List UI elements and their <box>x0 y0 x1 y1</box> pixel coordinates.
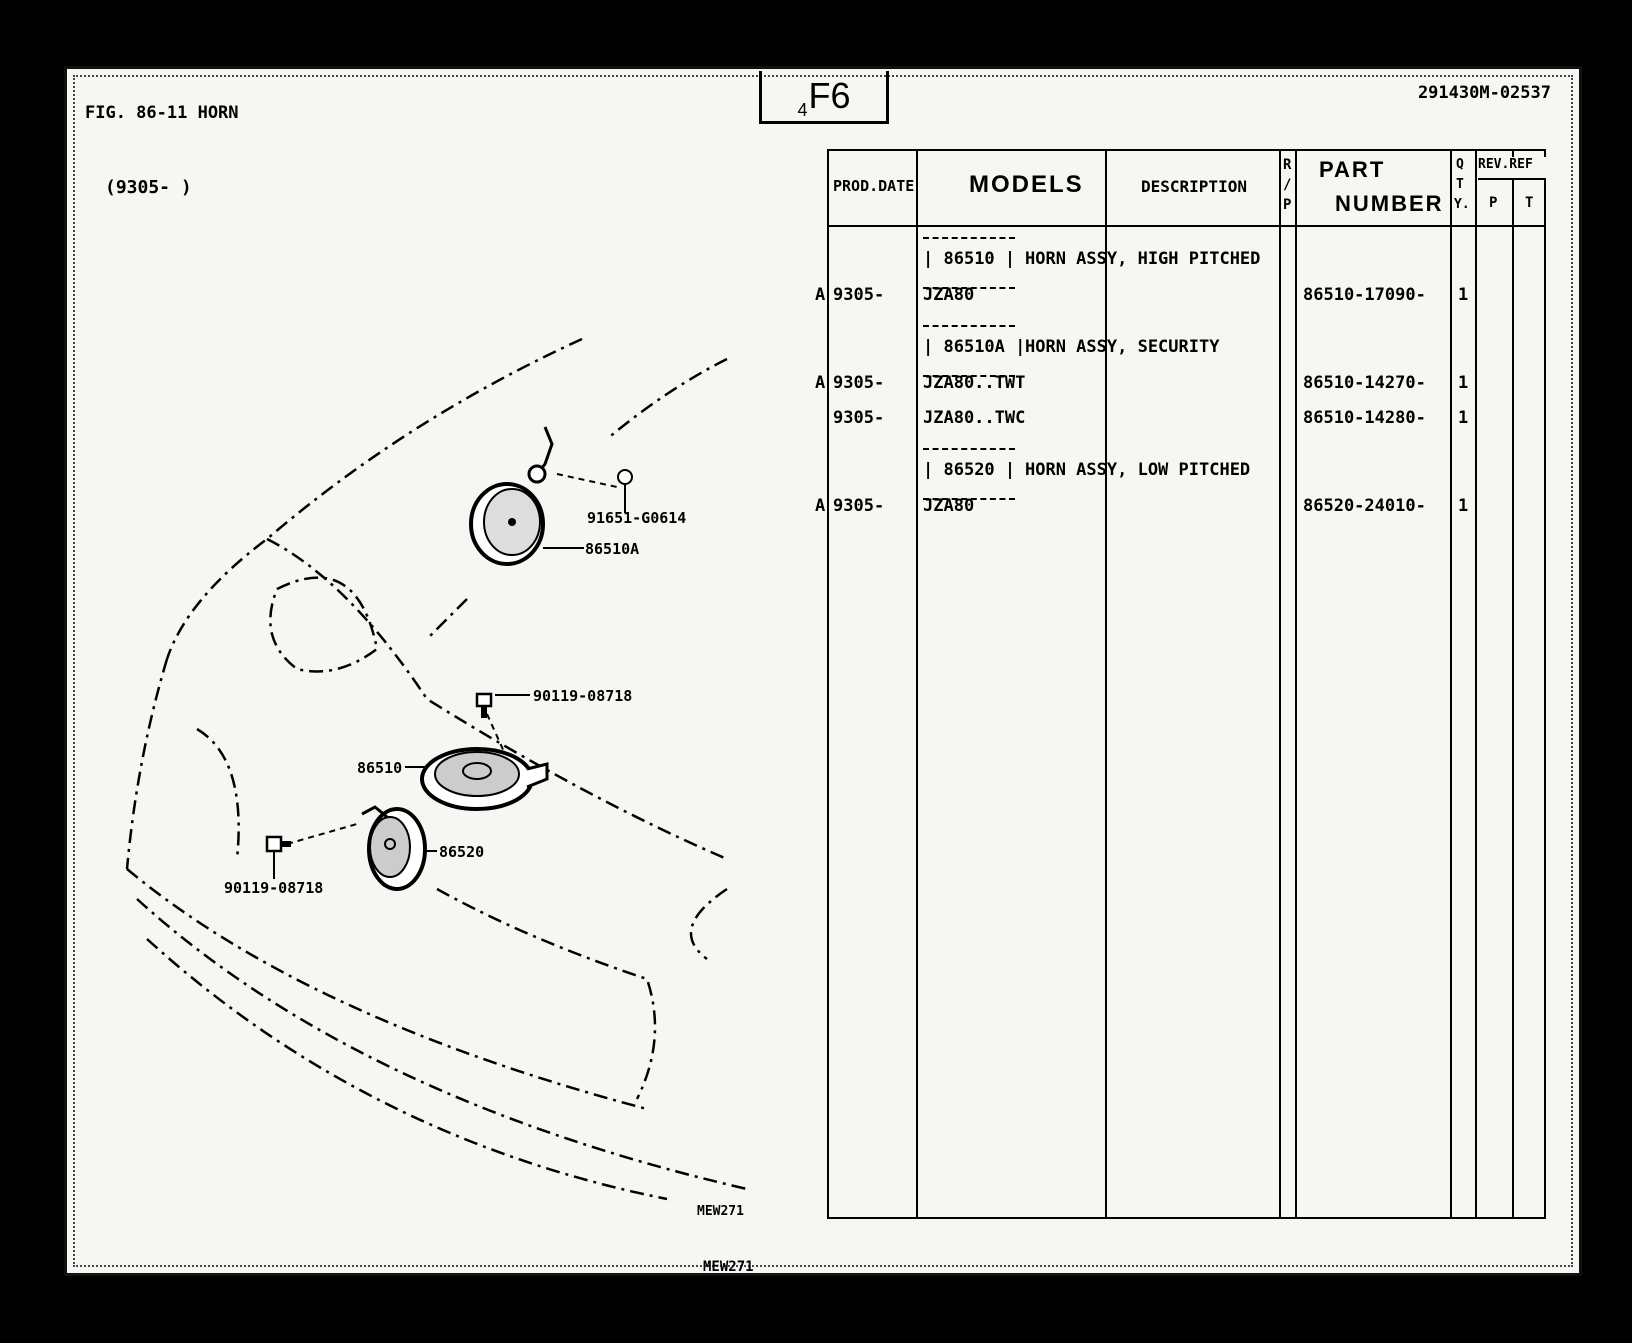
mount-line <box>427 599 467 639</box>
leader-bracket-bolt <box>557 474 617 487</box>
label-90119-08718-left: 90119-08718 <box>224 879 324 897</box>
production-range: (9305- ) <box>105 177 192 198</box>
hood-line-right <box>607 359 727 439</box>
parts-catalog-sheet <box>64 66 1582 1276</box>
header-number: NUMBER <box>1335 191 1444 216</box>
horn-exploded-diagram <box>107 239 827 1249</box>
fog-lamp-line <box>691 889 727 959</box>
parts-table <box>815 149 1546 1219</box>
row-date: 9305- <box>833 408 885 428</box>
row-date: 9305- <box>833 373 885 393</box>
label-86520: 86520 <box>439 843 485 861</box>
col-divider <box>916 151 918 1217</box>
header-part: PART <box>1319 157 1386 182</box>
grille-line <box>197 729 239 859</box>
diagram-code: MEW271 <box>697 1204 744 1219</box>
header-qty-t: T <box>1456 177 1464 192</box>
header-qty-q: Q <box>1456 157 1464 172</box>
col-divider <box>1295 151 1297 1217</box>
table-header <box>829 151 1544 227</box>
header-qty-y: Y. <box>1454 197 1470 212</box>
col-divider <box>1279 151 1281 1217</box>
col-divider <box>1475 151 1477 1217</box>
bumper-mid-line <box>127 869 647 1109</box>
header-rp-r: R <box>1283 157 1292 173</box>
bottom-code: MEW271 <box>703 1259 754 1275</box>
document-number: 291430M-02537 <box>1417 83 1551 103</box>
header-rp-p: P <box>1283 197 1292 213</box>
row-date: 9305- <box>833 496 885 516</box>
row-date: 9305- <box>833 285 885 305</box>
group-code: | 86520 | <box>923 460 1016 480</box>
group-code-value: 86510A <box>943 337 1005 357</box>
header-prod-date: PROD.DATE <box>833 177 915 195</box>
group-description: HORN ASSY, LOW PITCHED <box>1025 460 1251 480</box>
header-rev-ref: REV.REF <box>1478 157 1546 180</box>
row-part-number: 86510-14280- <box>1303 408 1426 428</box>
bumper-top-line <box>267 539 727 859</box>
header-rp-slash: / <box>1283 177 1292 193</box>
row-qty: 1 <box>1458 496 1469 516</box>
header-rev-p: P <box>1489 195 1498 211</box>
header-models: MODELS <box>969 171 1084 198</box>
col-divider <box>1512 151 1514 1217</box>
row-qty: 1 <box>1458 408 1469 428</box>
col-divider <box>1105 151 1107 1217</box>
row-model: JZA80..TWC <box>923 408 1026 428</box>
row-model: JZA80 <box>923 496 975 516</box>
group-description: HORN ASSY, SECURITY <box>1025 337 1220 357</box>
top-bolt-part <box>477 694 491 718</box>
label-86510: 86510 <box>357 759 403 777</box>
lower-grille-line <box>437 889 655 1099</box>
row-model: JZA80..TWT <box>923 373 1026 393</box>
leader-left-bolt <box>287 824 357 844</box>
row-qty: 1 <box>1458 373 1469 393</box>
fender-line <box>127 659 167 869</box>
group-code: | 86510A | <box>923 337 1026 357</box>
col-divider <box>1450 151 1452 1217</box>
row-qty: 1 <box>1458 285 1469 305</box>
header-description: DESCRIPTION <box>1141 177 1247 196</box>
row-part-number: 86510-17090- <box>1303 285 1426 305</box>
bumper-bottom-line <box>147 939 667 1199</box>
horn-high-part <box>422 749 547 809</box>
figure-title: FIG. 86-11 HORN <box>85 103 239 123</box>
row-model: JZA80 <box>923 285 975 305</box>
label-86510A: 86510A <box>585 540 640 558</box>
row-mark: A <box>815 496 826 516</box>
row-part-number: 86520-24010- <box>1303 496 1426 516</box>
reference-prefix: 4 <box>797 100 808 120</box>
row-mark: A <box>815 373 826 393</box>
header-rev-t: T <box>1525 195 1534 211</box>
row-part-number: 86510-14270- <box>1303 373 1426 393</box>
label-91651-G0614: 91651-G0614 <box>587 509 687 527</box>
left-bolt-part <box>267 837 291 851</box>
reference-code: F6 <box>808 75 851 116</box>
headlamp-outline <box>270 578 377 672</box>
horn-low-part <box>362 807 425 889</box>
horn-security-part <box>471 427 552 564</box>
group-code: | 86510 | <box>923 249 1016 269</box>
reference-box <box>759 71 889 124</box>
group-description: HORN ASSY, HIGH PITCHED <box>1025 249 1261 269</box>
group-code-value: 86510 <box>943 249 995 269</box>
bracket-bolt-part <box>618 470 632 484</box>
group-code-value: 86520 <box>943 460 995 480</box>
row-mark: A <box>815 285 826 305</box>
label-90119-08718-top: 90119-08718 <box>533 687 633 705</box>
